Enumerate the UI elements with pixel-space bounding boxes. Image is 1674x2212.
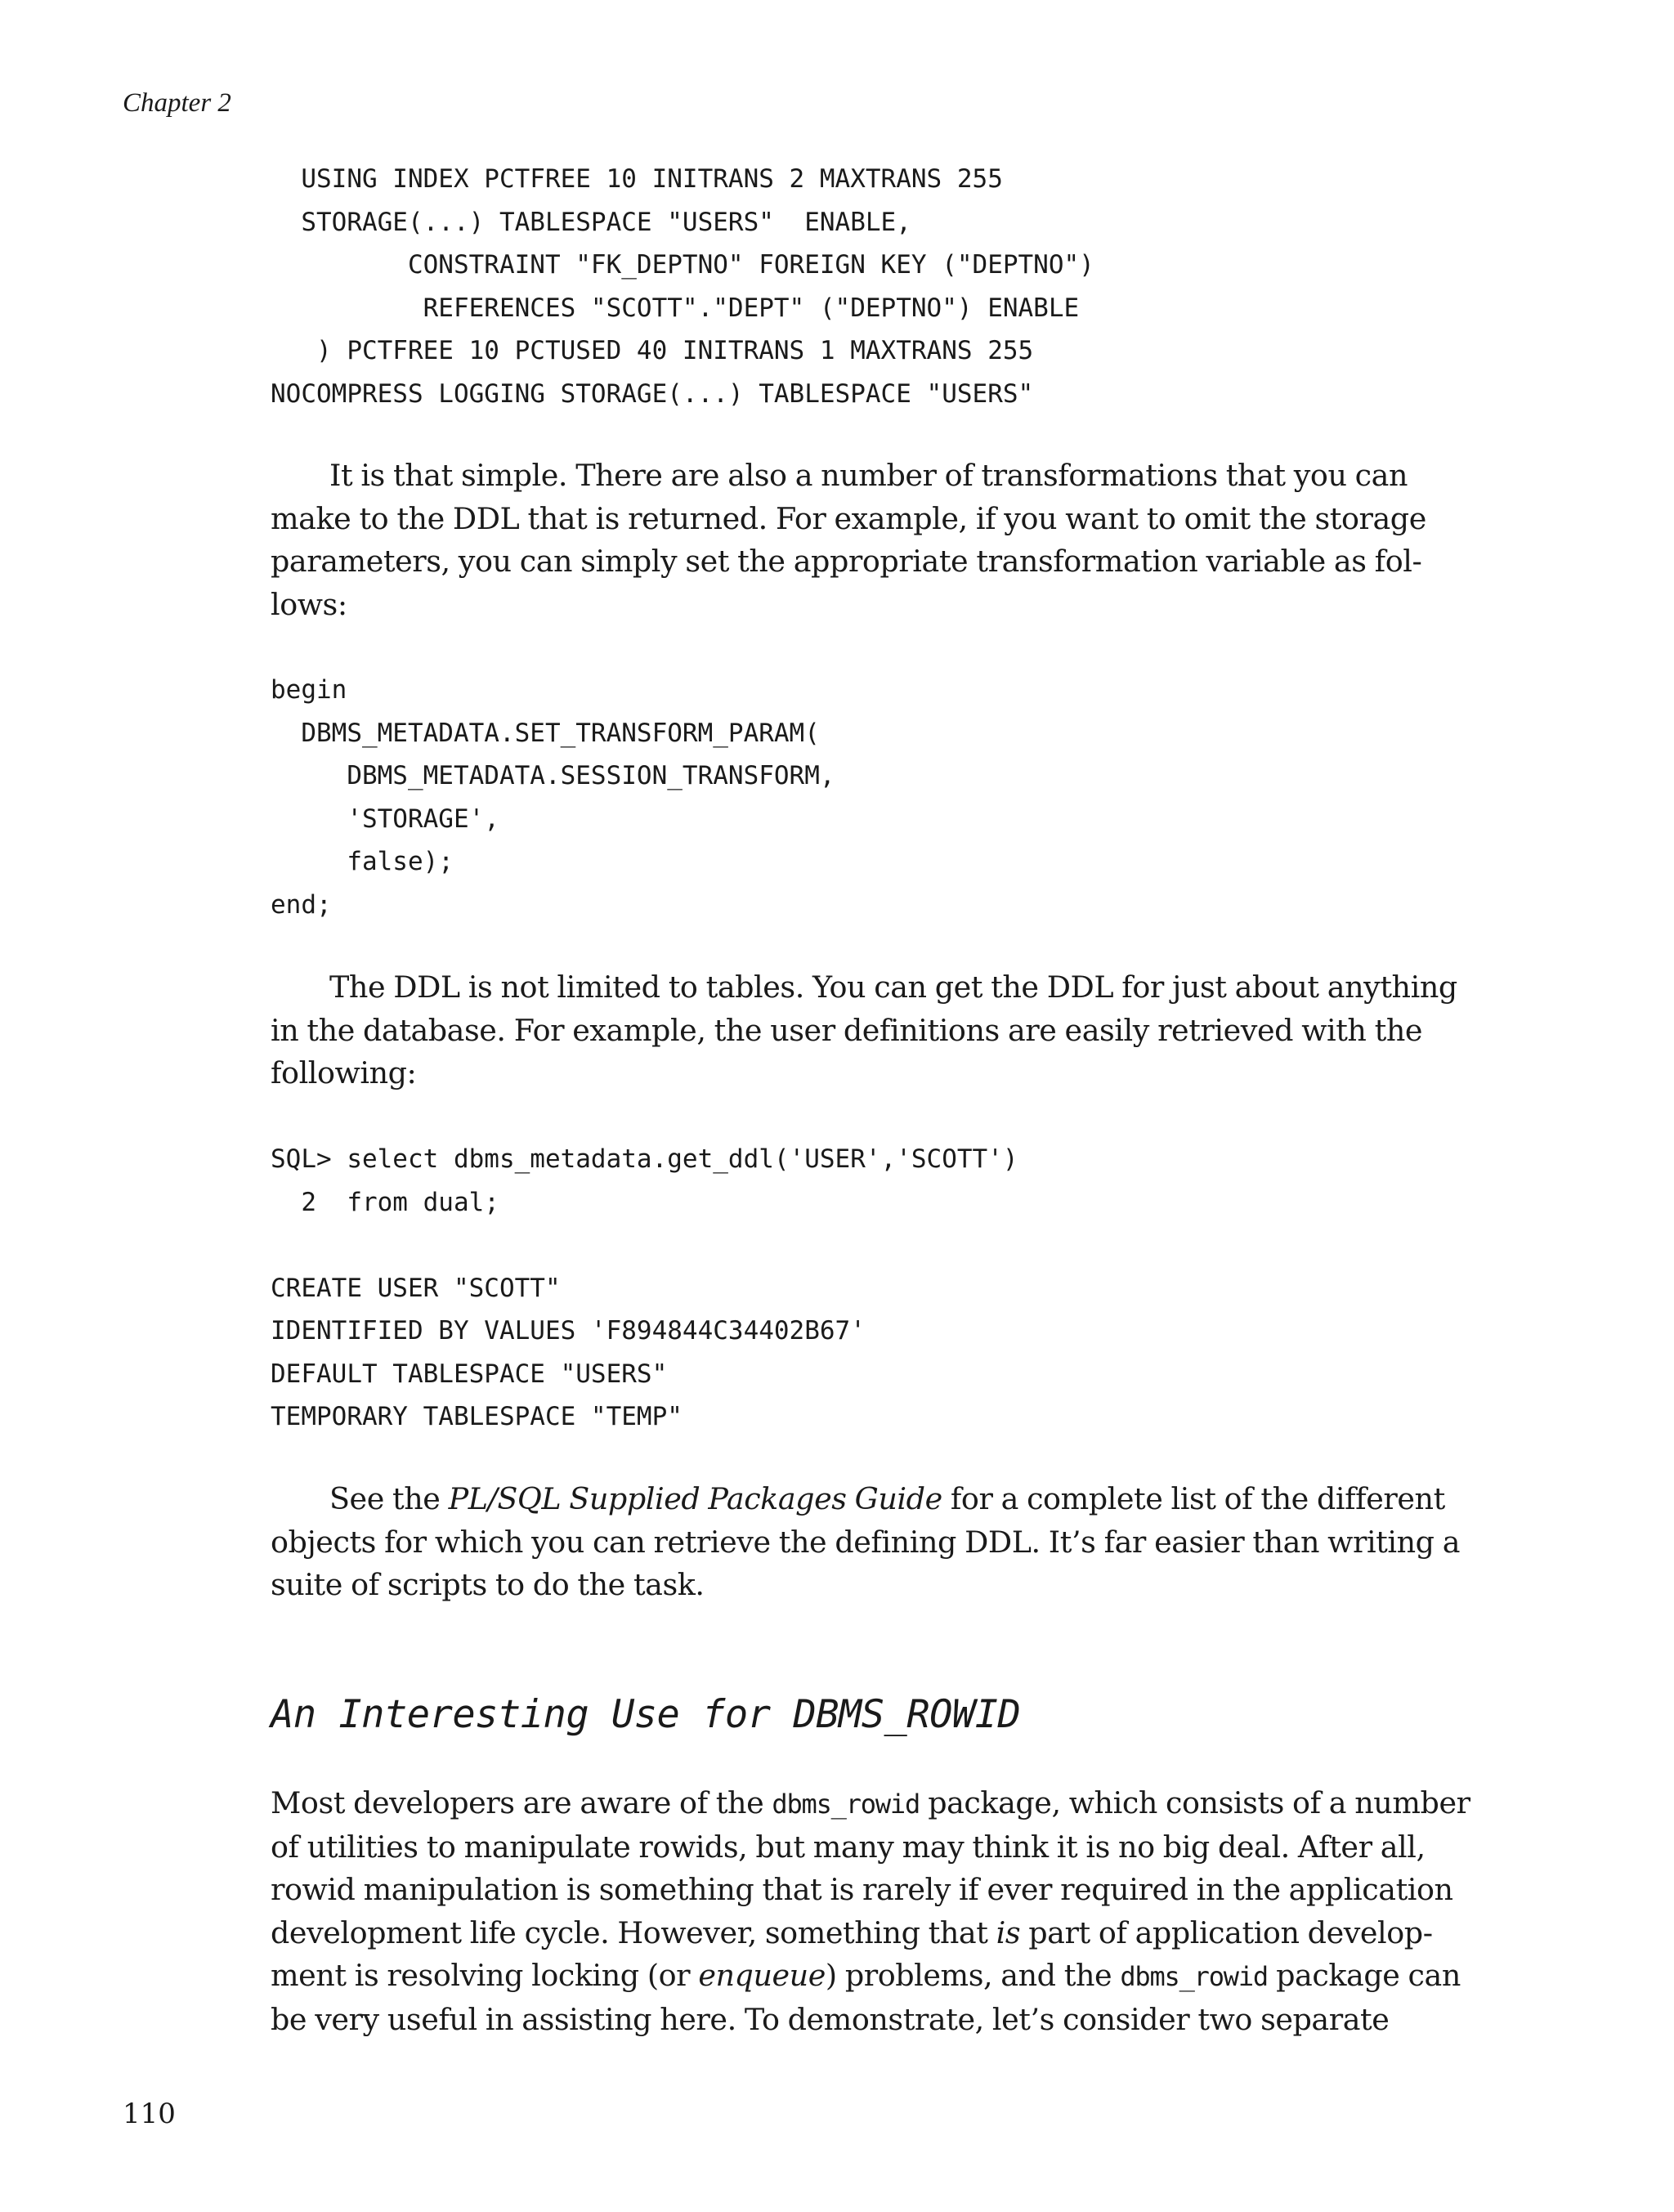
code-line xyxy=(271,1224,1018,1267)
paragraph-dbms-rowid xyxy=(271,1782,1470,2041)
paragraph-line: in the database. For example, the user definitions are easily retrieved with the xyxy=(271,1012,1423,1048)
code-line: USING INDEX PCTFREE 10 INITRANS 2 MAXTRANS 255 xyxy=(271,164,1003,194)
emphasis: is xyxy=(996,1914,1021,1950)
code-line: NOCOMPRESS LOGGING STORAGE(...) TABLESPACE "USERS" xyxy=(271,378,1034,409)
page-number: 110 xyxy=(123,2098,176,2130)
code-line: 'STORAGE', xyxy=(271,804,499,834)
code-line: false); xyxy=(271,847,454,876)
code-line: end; xyxy=(271,889,332,920)
paragraph-line: make to the DDL that is returned. For example, if you want to omit the storage xyxy=(271,500,1426,536)
emphasis: enqueue xyxy=(698,1958,826,1993)
running-head: Chapter 2 xyxy=(123,88,231,118)
paragraph-line: of utilities to manipulate rowids, but many may think it is no big deal. After all, xyxy=(271,1829,1426,1865)
book-title: PL/SQL Supplied Packages Guide xyxy=(448,1481,942,1516)
paragraph-line xyxy=(271,1782,1470,1826)
code-line: STORAGE(...) TABLESPACE "USERS" ENABLE, xyxy=(271,207,911,237)
paragraph-line: The DDL is not limited to tables. You can get the DDL for just about anything xyxy=(329,969,1457,1005)
code-line: TEMPORARY TABLESPACE "TEMP" xyxy=(271,1402,683,1431)
code-block-ddl-tail xyxy=(271,158,1094,415)
paragraph-line xyxy=(271,1955,1461,1999)
paragraph-see-guide xyxy=(271,1478,1461,1607)
paragraph-line: be very useful in assisting here. To demonstrate, let’s consider two separate xyxy=(271,2001,1390,2037)
inline-code: dbms_rowid xyxy=(1120,1961,1268,1992)
code-line: REFERENCES "SCOTT"."DEPT" ("DEPTNO") ENABLE xyxy=(271,293,1080,323)
code-line: DBMS_METADATA.SET_TRANSFORM_PARAM( xyxy=(271,718,820,748)
text-run: part of application develop- xyxy=(1020,1914,1433,1950)
paragraph-ddl-not-limited xyxy=(271,966,1457,1095)
text-run: ) problems, and the xyxy=(825,1958,1121,1993)
paragraph-line: rowid manipulation is something that is rarely if ever required in the application xyxy=(271,1872,1453,1907)
code-line: ) PCTFREE 10 PCTUSED 40 INITRANS 1 MAXTRANS 255 xyxy=(271,336,1034,365)
code-line: SQL> select dbms_metadata.get_ddl('USER','SCOTT') xyxy=(271,1144,1018,1174)
inline-code: dbms_rowid xyxy=(772,1789,920,1820)
code-block-set-transform-param xyxy=(271,669,835,926)
code-line: 2 from dual; xyxy=(271,1187,499,1217)
code-line: DEFAULT TABLESPACE "USERS" xyxy=(271,1359,668,1389)
paragraph-line: following: xyxy=(271,1055,417,1090)
paragraph-line xyxy=(271,1478,1445,1521)
code-line: begin xyxy=(271,675,347,705)
code-block-get-ddl-user xyxy=(271,1138,1018,1439)
text-run: package, which consists of a number xyxy=(920,1785,1470,1820)
code-line: CREATE USER "SCOTT" xyxy=(271,1273,561,1303)
paragraph-line xyxy=(271,1912,1431,1955)
code-line: IDENTIFIED BY VALUES 'F894844C34402B67' xyxy=(271,1316,866,1346)
text-run: ment is resolving locking (or xyxy=(271,1958,699,1993)
code-line: CONSTRAINT "FK_DEPTNO" FOREIGN KEY ("DEPTNO") xyxy=(271,250,1094,280)
text-run: package can xyxy=(1267,1958,1461,1993)
paragraph-line: objects for which you can retrieve the defining DDL. It’s far easier than writing a xyxy=(271,1524,1461,1560)
paragraph-line: suite of scripts to do the task. xyxy=(271,1567,705,1602)
code-line: DBMS_METADATA.SESSION_TRANSFORM, xyxy=(271,761,835,790)
paragraph-line: lows: xyxy=(271,586,347,622)
text-run: development life cycle. However, something that xyxy=(271,1914,996,1950)
paragraph-line: It is that simple. There are also a number of transformations that you can xyxy=(329,458,1408,493)
paragraph-transformations xyxy=(271,454,1431,626)
section-heading: An Interesting Use for DBMS_ROWID xyxy=(271,1692,1021,1737)
text-run: Most developers are aware of the xyxy=(271,1785,772,1820)
text-run: for a complete list of the different xyxy=(942,1481,1445,1516)
paragraph-line: parameters, you can simply set the appropriate transformation variable as fol- xyxy=(271,544,1422,579)
text-run: See the xyxy=(329,1481,449,1516)
